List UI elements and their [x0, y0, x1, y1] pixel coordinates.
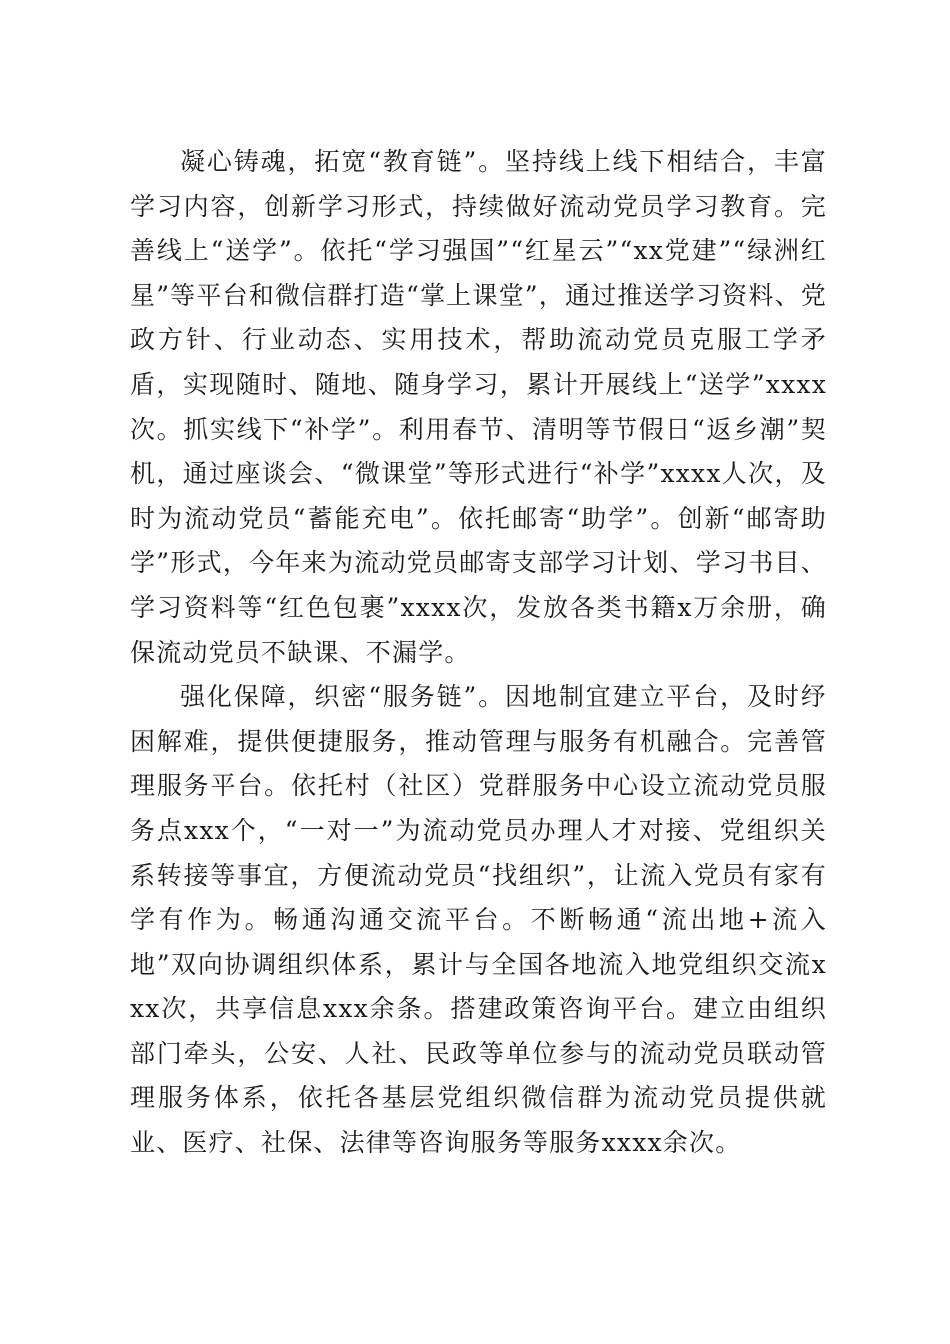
paragraph-education-chain: 凝心铸魂，拓宽“教育链”。坚持线上线下相结合，丰富学习内容，创新学习形式，持续做好流动党员学习教育。完善线上“送学”。依托“学习强国”“红星云”“xx党建”“绿洲红星”等平台和微信群打造“掌上课堂”，通过推送学习资料、党政方针、行业动态、实用技术，帮助流动党员克服工学矛盾，实现随时、随地、随身学习，累计开展线上“送学”xxxx次。抓实线下“补学”。利用春节、清明等节假日“返乡潮”契机，通过座谈会、“微课堂”等形式进行“补学”xxxx人次，及时为流动党员“蓄能充电”。依托邮寄“助学”。创新“邮寄助学”形式，今年来为流动党员邮寄支部学习计划、学习书目、学习资料等“红色包裹”xxxx次，发放各类书籍x万余册，确保流动党员不缺课、不漏学。 — [130, 147, 827, 667]
paragraph-service-chain: 强化保障，织密“服务链”。因地制宜建立平台，及时纾困解难，提供便捷服务，推动管理与服务有机融合。完善管理服务平台。依托村（社区）党群服务中心设立流动党员服务点xxx个，“一对一”为流动党员办理人才对接、党组织关系转接等事宜，方便流动党员“找组织”，让流入党员有家有学有作为。畅通沟通交流平台。不断畅通“流出地+流入地”双向协调组织体系，累计与全国各地流入地党组织交流xxx次，共享信息xxx余条。搭建政策咨询平台。建立由组织部门牵头，公安、人社、民政等单位参与的流动党员联动管理服务体系，依托各基层党组织微信群为流动党员提供就业、医疗、社保、法律等咨询服务等服务xxxx余次。 — [130, 682, 827, 1158]
document-body — [130, 140, 827, 1166]
